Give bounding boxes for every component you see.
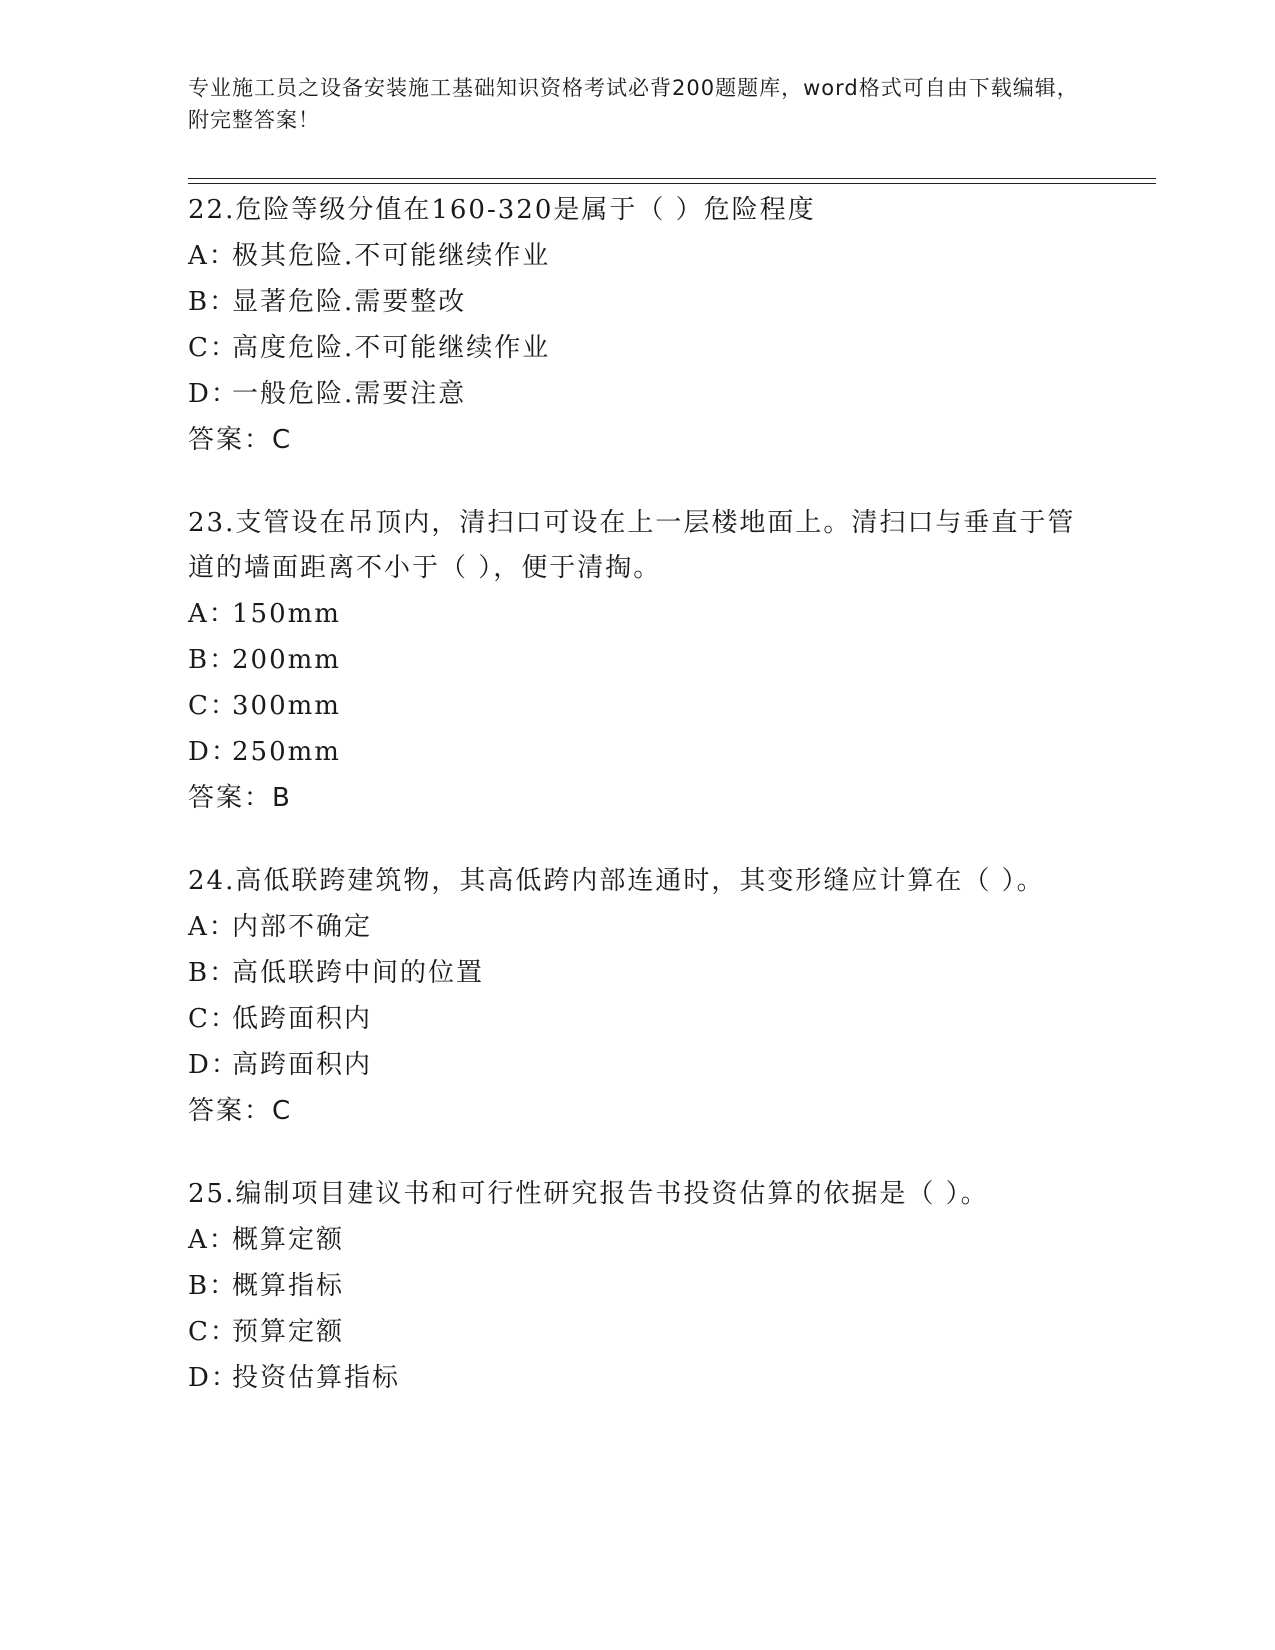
option-text: 概算定额 xyxy=(232,1225,345,1255)
option-a xyxy=(188,233,1088,279)
option-c xyxy=(188,683,1088,729)
question-stem: 24.高低联跨建筑物，其高低跨内部连通时，其变形缝应计算在（ ）。 xyxy=(188,866,1045,896)
option-text: 低跨面积内 xyxy=(232,1004,373,1034)
option-text: 150mm xyxy=(232,599,341,629)
option-letter: B： xyxy=(188,645,238,675)
option-c xyxy=(188,1309,1088,1355)
question-24 xyxy=(188,859,1088,1134)
option-text: 内部不确定 xyxy=(232,912,373,942)
option-text: 投资估算指标 xyxy=(232,1363,401,1393)
answer-line: 答案：C xyxy=(188,425,293,455)
option-a xyxy=(188,904,1088,950)
option-letter: C： xyxy=(188,1317,238,1347)
option-b xyxy=(188,637,1088,683)
question-22 xyxy=(188,188,1088,463)
option-b xyxy=(188,279,1088,325)
option-letter: C： xyxy=(188,691,238,721)
option-text: 高低联跨中间的位置 xyxy=(232,958,485,988)
option-text: 高跨面积内 xyxy=(232,1050,373,1080)
option-a xyxy=(188,591,1088,637)
option-letter: A： xyxy=(188,1225,237,1255)
question-25 xyxy=(188,1172,1088,1401)
option-letter: D： xyxy=(188,379,239,409)
option-text: 300mm xyxy=(232,691,341,721)
option-text: 一般危险.需要注意 xyxy=(232,379,467,409)
option-letter: D： xyxy=(188,1363,239,1393)
option-a xyxy=(188,1217,1088,1263)
option-letter: A： xyxy=(188,912,237,942)
option-b xyxy=(188,950,1088,996)
option-letter: D： xyxy=(188,1050,239,1080)
option-d xyxy=(188,1042,1088,1088)
option-c xyxy=(188,325,1088,371)
option-text: 预算定额 xyxy=(232,1317,345,1347)
option-c xyxy=(188,996,1088,1042)
option-letter: C： xyxy=(188,333,238,363)
option-d xyxy=(188,729,1088,775)
option-letter: A： xyxy=(188,241,237,271)
question-stem: 22.危险等级分值在160-320是属于（ ）危险程度 xyxy=(188,195,816,225)
answer-line: 答案：B xyxy=(188,783,292,813)
option-text: 概算指标 xyxy=(232,1271,345,1301)
question-23 xyxy=(188,501,1088,821)
header-divider-top xyxy=(188,178,1156,179)
option-text: 极其危险.不可能继续作业 xyxy=(232,241,551,271)
option-letter: B： xyxy=(188,287,238,317)
option-text: 200mm xyxy=(232,645,341,675)
option-text: 250mm xyxy=(232,737,341,767)
option-letter: B： xyxy=(188,958,238,988)
option-d xyxy=(188,1355,1088,1401)
question-list xyxy=(188,188,1088,1439)
option-d xyxy=(188,371,1088,417)
question-stem: 23.支管设在吊顶内，清扫口可设在上一层楼地面上。清扫口与垂直于管道的墙面距离不小于（ ），便于清掏。 xyxy=(188,508,1076,583)
answer-line: 答案：C xyxy=(188,1096,293,1126)
option-letter: A： xyxy=(188,599,237,629)
option-letter: B： xyxy=(188,1271,238,1301)
option-text: 显著危险.需要整改 xyxy=(232,287,467,317)
option-letter: D： xyxy=(188,737,239,767)
document-header: 专业施工员之设备安装施工基础知识资格考试必背200题题库，word格式可自由下载编辑，附完整答案！ xyxy=(188,76,1079,132)
question-stem: 25.编制项目建议书和可行性研究报告书投资估算的依据是（ ）。 xyxy=(188,1179,989,1209)
option-text: 高度危险.不可能继续作业 xyxy=(232,333,551,363)
header-divider-bottom xyxy=(188,183,1156,184)
option-letter: C： xyxy=(188,1004,238,1034)
option-b xyxy=(188,1263,1088,1309)
